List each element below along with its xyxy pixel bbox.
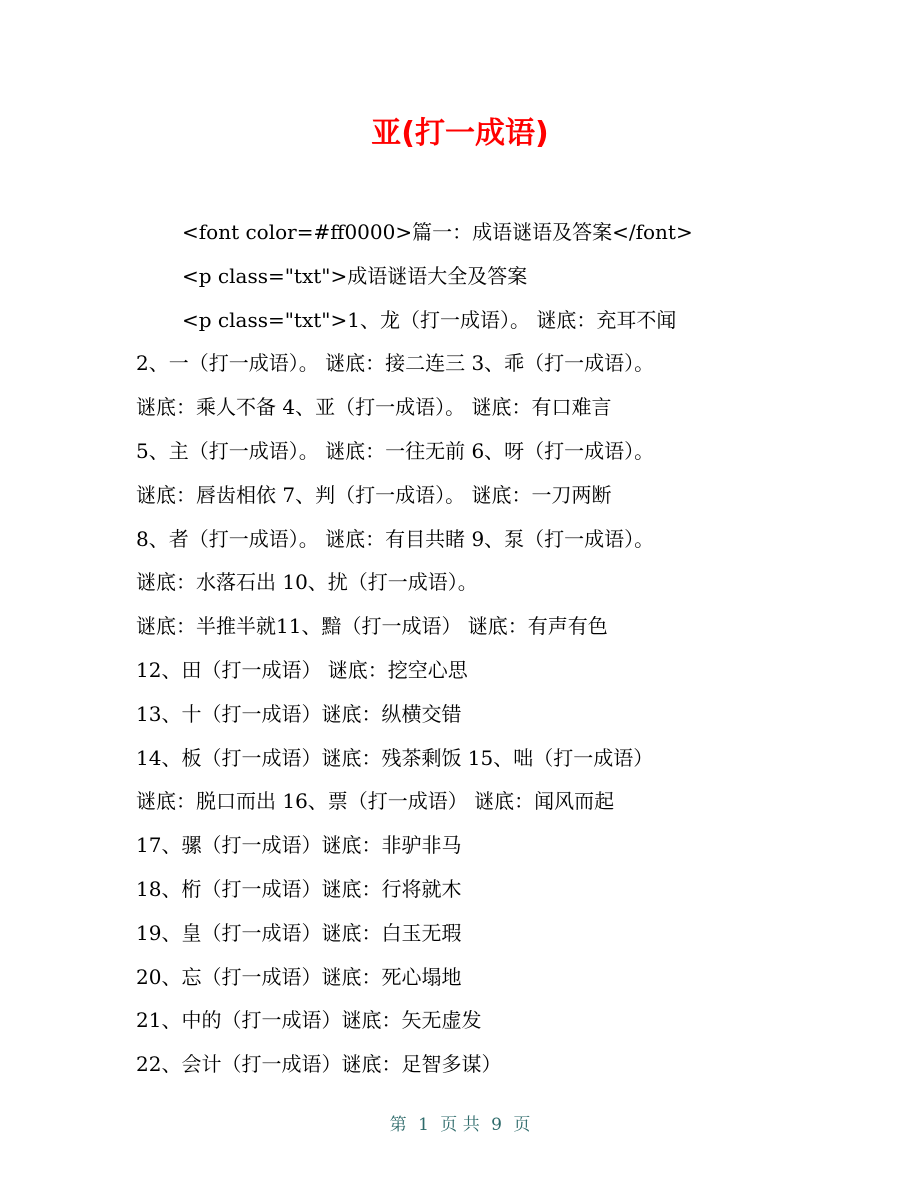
- body-line: 20、忘（打一成语）谜底：死心塌地: [136, 964, 462, 989]
- footer-page-number: 1: [418, 1115, 429, 1135]
- footer-middle: 页 共: [440, 1115, 480, 1135]
- body-line: 22、会计（打一成语）谜底：足智多谋）: [136, 1052, 502, 1077]
- body-line: 谜底：脱口而出 16、票（打一成语） 谜底：闻风而起: [136, 789, 615, 814]
- body-line: <font color=#ff0000>篇一：成语谜语及答案</font>: [182, 220, 693, 244]
- body-line: 13、十（打一成语）谜底：纵横交错: [136, 701, 462, 726]
- body-line: 17、骡（打一成语）谜底：非驴非马: [136, 833, 462, 858]
- body-line: 谜底：唇齿相依 7、判（打一成语）。 谜底：一刀两断: [136, 482, 612, 507]
- body-line: 14、板（打一成语）谜底：残茶剩饭 15、咄（打一成语）: [136, 745, 654, 770]
- body-line: <p class="txt">1、龙（打一成语）。 谜底：充耳不闻: [182, 307, 677, 332]
- body-line: 8、者（打一成语）。 谜底：有目共睹 9、泵（打一成语）。: [136, 526, 655, 551]
- body-line: 谜底：半推半就11、黯（打一成语） 谜底：有声有色: [136, 614, 608, 639]
- body-line: 19、皇（打一成语）谜底：白玉无瑕: [136, 920, 462, 945]
- body-line: 12、田（打一成语） 谜底：挖空心思: [136, 657, 468, 682]
- body-line: 21、中的（打一成语）谜底：矢无虚发: [136, 1008, 482, 1033]
- body-line: 2、一（打一成语）。 谜底：接二连三 3、乖（打一成语）。: [136, 351, 655, 376]
- body-line: <p class="txt">成语谜语大全及答案: [182, 263, 528, 288]
- body-line: 谜底：乘人不备 4、亚（打一成语）。 谜底：有口难言: [136, 395, 612, 420]
- footer-total-pages: 9: [491, 1115, 502, 1135]
- document-title: 亚(打一成语): [371, 116, 549, 151]
- body-line: 18、桁（打一成语）谜底：行将就木: [136, 876, 462, 901]
- footer-prefix: 第: [389, 1115, 407, 1135]
- body-line: 5、主（打一成语）。 谜底：一往无前 6、呀（打一成语）。: [136, 438, 655, 463]
- body-line: 谜底：水落石出 10、扰（打一成语）。: [136, 570, 478, 595]
- page-footer: [0, 1112, 920, 1138]
- document-body: [136, 211, 746, 1087]
- footer-suffix: 页: [513, 1115, 531, 1135]
